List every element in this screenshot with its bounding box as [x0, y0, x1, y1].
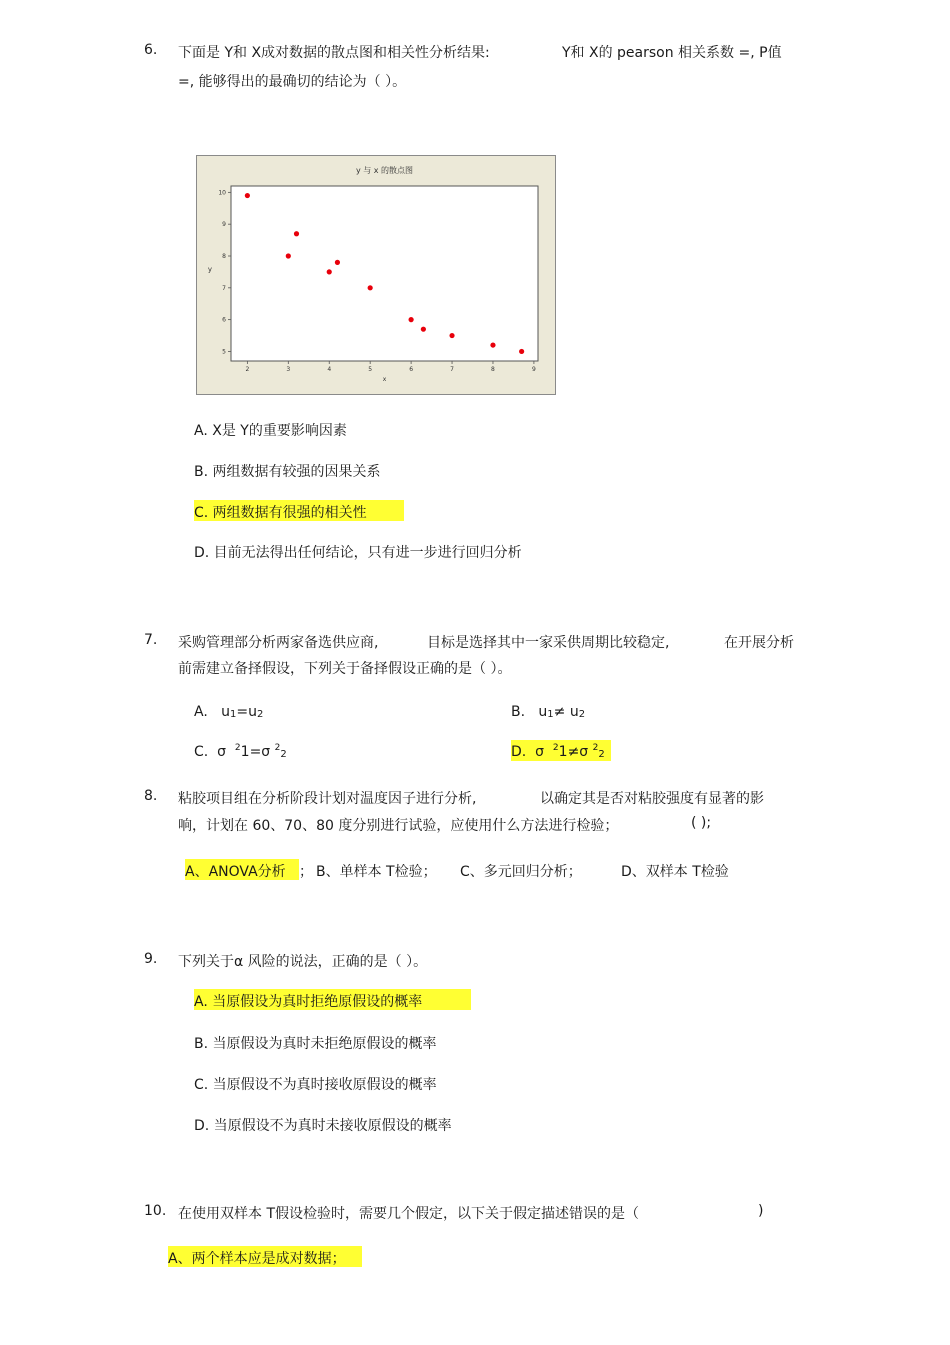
- option-c-sup2: 2: [274, 743, 281, 753]
- y-tick-label: 7: [222, 284, 226, 292]
- option-a-label: A.: [194, 704, 208, 720]
- question-9-option-a-highlighted[interactable]: [194, 989, 471, 1010]
- question-9-option-b[interactable]: B. 当原假设为真时未拒绝原假设的概率: [194, 1036, 437, 1052]
- x-tick-label: 6: [409, 366, 414, 373]
- question-8-number: 8.: [144, 788, 158, 804]
- question-7-option-d-highlighted[interactable]: [511, 740, 611, 761]
- option-d-sup1: 2: [552, 743, 559, 753]
- option-c-sup1: 2: [234, 743, 241, 753]
- question-10-text-line1-end: ): [758, 1203, 764, 1219]
- question-10-text-line1: 在使用双样本 T假设检验时，需要几个假定，以下关于假定描述错误的是（: [178, 1206, 639, 1222]
- option-d-sub2: 2: [598, 749, 605, 760]
- plot-area: [231, 186, 538, 361]
- question-9-number: 9.: [144, 951, 158, 967]
- y-axis-label: y: [207, 265, 213, 274]
- question-7-option-c[interactable]: [194, 744, 287, 760]
- x-tick-label: 4: [327, 366, 332, 373]
- data-point: [368, 285, 373, 290]
- option-c-sigma: σ: [217, 744, 227, 760]
- data-point: [327, 269, 332, 274]
- question-6-option-b[interactable]: B. 两组数据有较强的因果关系: [194, 464, 381, 480]
- option-a-sub1: 1: [230, 709, 237, 720]
- scatter-plot-svg: [197, 156, 555, 394]
- question-7-text-line1c: 在开展分析: [724, 635, 794, 651]
- x-tick-label: 7: [450, 366, 454, 373]
- data-point: [449, 333, 454, 338]
- x-tick-label: 3: [286, 366, 291, 373]
- option-a-u1: u: [221, 704, 231, 720]
- question-9-option-c[interactable]: C. 当原假设不为真时接收原假设的概率: [194, 1077, 437, 1093]
- scatter-chart: [196, 155, 556, 395]
- question-6-option-c-text: C. 两组数据有很强的相关性: [194, 505, 367, 521]
- question-8-text-line2a: 响，计划在 60、70、80 度分别进行试验，应使用什么方法进行检验；: [178, 818, 619, 834]
- x-tick-label: 2: [245, 366, 250, 373]
- question-8-text-line1b: 以确定其是否对粘胶强度有显著的影: [540, 791, 764, 807]
- question-7-text-line1b: 目标是选择其中一家采供周期比较稳定,: [427, 635, 670, 651]
- question-10-number: 10.: [144, 1203, 167, 1219]
- x-tick-label: 8: [491, 366, 495, 373]
- y-tick-label: 8: [222, 253, 226, 260]
- question-9-option-a-text: A. 当原假设为真时拒绝原假设的概率: [194, 994, 423, 1010]
- question-7-number: 7.: [144, 632, 158, 648]
- question-10-option-a-highlighted[interactable]: [168, 1246, 362, 1267]
- option-b-sub2: 2: [578, 709, 586, 720]
- data-point: [286, 253, 291, 258]
- option-b-u1: u: [538, 704, 548, 720]
- x-tick-label: 5: [368, 366, 373, 373]
- data-point: [409, 317, 414, 322]
- data-point: [421, 327, 426, 332]
- y-tick-label: 10: [218, 189, 226, 197]
- question-6-option-a[interactable]: A. X是 Y的重要影响因素: [194, 423, 347, 439]
- y-tick-label: 9: [222, 221, 226, 229]
- question-6-text-line2: =, 能够得出的最确切的结论为（ ）。: [178, 74, 407, 90]
- question-8-option-a-highlighted[interactable]: [185, 859, 299, 880]
- option-d-sup2: 2: [592, 743, 599, 753]
- data-point: [335, 260, 340, 265]
- question-8-option-d[interactable]: D、双样本 T检验: [621, 864, 729, 880]
- question-8-option-c[interactable]: C、多元回归分析；: [460, 864, 582, 880]
- option-b-sub1: 1: [547, 709, 554, 720]
- option-d-sigma: σ: [535, 744, 545, 760]
- question-9-option-d[interactable]: D. 当原假设不为真时未接收原假设的概率: [194, 1118, 452, 1134]
- question-6-text-line1b: Y和 X的 pearson 相关系数 =, P值: [562, 45, 782, 61]
- question-8-option-a-separator: ；: [299, 864, 313, 880]
- data-point: [245, 193, 250, 198]
- question-7-text-line1a: 采购管理部分析两家备选供应商,: [178, 635, 379, 651]
- question-6-text-line1a: 下面是 Y和 X成对数据的散点图和相关性分析结果:: [178, 45, 490, 61]
- y-tick-label: 6: [222, 316, 226, 324]
- x-axis-label: x: [382, 376, 387, 383]
- option-a-sub2: 2: [257, 709, 264, 720]
- data-point: [294, 231, 299, 236]
- y-tick-label: 5: [222, 348, 226, 356]
- question-7-text-line2: 前需建立备择假设，下列关于备择假设正确的是（ ）。: [178, 661, 512, 677]
- option-c-label: C.: [194, 744, 209, 760]
- option-c-mid: 1=σ: [240, 744, 271, 760]
- question-9-text-line1: 下列关于α 风险的说法，正确的是（ ）。: [178, 954, 428, 970]
- question-6-option-c-highlighted[interactable]: [194, 500, 404, 521]
- question-7-option-b[interactable]: [511, 704, 585, 720]
- option-d-label: D.: [511, 744, 527, 760]
- option-c-sub2: 2: [280, 749, 287, 760]
- option-a-eq: =u: [236, 704, 257, 720]
- data-point: [490, 342, 495, 347]
- option-b-label: B.: [511, 704, 526, 720]
- question-10-option-a-text: A、两个样本应是成对数据；: [168, 1251, 346, 1267]
- x-tick-label: 9: [531, 366, 536, 373]
- question-8-option-b[interactable]: B、单样本 T检验；: [316, 864, 437, 880]
- option-b-ne: ≠ u: [553, 704, 579, 720]
- data-point: [519, 349, 524, 354]
- chart-title: y 与 x 的散点图: [355, 166, 414, 175]
- question-6-option-d[interactable]: D. 目前无法得出任何结论，只有进一步进行回归分析: [194, 545, 522, 561]
- question-7-option-a[interactable]: [194, 704, 263, 720]
- question-8-option-a-text: A、ANOVA分析: [185, 864, 286, 880]
- option-d-mid: 1≠σ: [558, 744, 589, 760]
- question-6-number: 6.: [144, 42, 158, 58]
- question-8-text-line1a: 粘胶项目组在分析阶段计划对温度因子进行分析,: [178, 791, 477, 807]
- question-8-text-line2b: ( );: [691, 815, 712, 831]
